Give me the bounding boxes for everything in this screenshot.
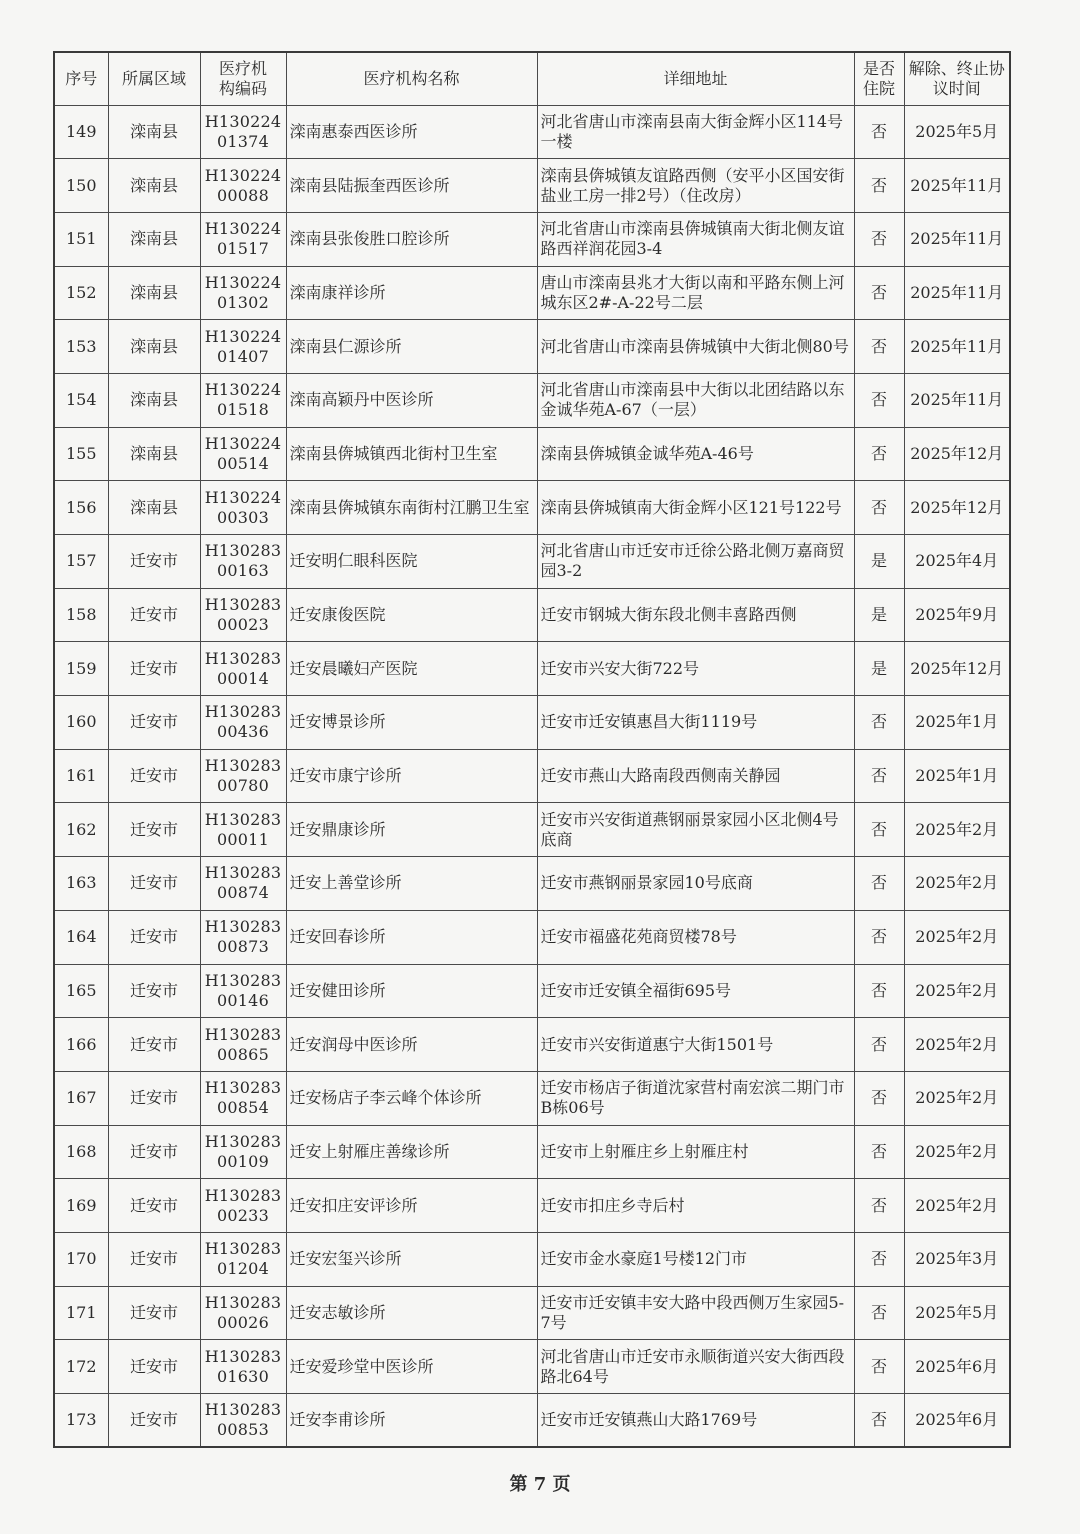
row-region: 迁安市	[108, 1018, 200, 1072]
row-code: H13022400303	[200, 481, 286, 535]
row-inpatient: 否	[854, 1340, 904, 1394]
table-row	[54, 1071, 1010, 1125]
row-no: 159	[54, 642, 108, 696]
row-terminate-date: 2025年11月	[904, 373, 1010, 427]
row-name: 滦南县倴城镇东南街村江鹏卫生室	[286, 481, 537, 535]
header-inpatient: 是否住院	[854, 52, 904, 105]
row-region: 滦南县	[108, 266, 200, 320]
row-address: 河北省唐山市滦南县倴城镇南大街北侧友谊路西祥润花园3-4	[537, 212, 854, 266]
row-code: H13028300854	[200, 1071, 286, 1125]
row-code: H13028300014	[200, 642, 286, 696]
row-name: 滦南县张俊胜口腔诊所	[286, 212, 537, 266]
table-header-row	[54, 52, 1010, 105]
table-row	[54, 803, 1010, 857]
row-no: 149	[54, 105, 108, 159]
row-terminate-date: 2025年2月	[904, 1125, 1010, 1179]
row-address: 迁安市钢城大街东段北侧丰喜路西侧	[537, 588, 854, 642]
row-terminate-date: 2025年2月	[904, 857, 1010, 911]
row-region: 迁安市	[108, 910, 200, 964]
table-row	[54, 105, 1010, 159]
row-inpatient: 否	[854, 910, 904, 964]
row-code: H13022401407	[200, 320, 286, 374]
row-no: 163	[54, 857, 108, 911]
row-no: 153	[54, 320, 108, 374]
row-no: 170	[54, 1232, 108, 1286]
row-inpatient: 否	[854, 1232, 904, 1286]
row-terminate-date: 2025年2月	[904, 1179, 1010, 1233]
row-code: H13028300780	[200, 749, 286, 803]
row-inpatient: 否	[854, 803, 904, 857]
row-address: 滦南县倴城镇南大街金辉小区121号122号	[537, 481, 854, 535]
row-no: 162	[54, 803, 108, 857]
table-row	[54, 696, 1010, 750]
table-row	[54, 1125, 1010, 1179]
row-address: 唐山市滦南县兆才大街以南和平路东侧上河城东区2#-A-22号二层	[537, 266, 854, 320]
row-no: 157	[54, 535, 108, 589]
row-code: H13022401302	[200, 266, 286, 320]
row-region: 迁安市	[108, 535, 200, 589]
row-no: 151	[54, 212, 108, 266]
row-code: H13028300023	[200, 588, 286, 642]
row-region: 迁安市	[108, 588, 200, 642]
row-address: 滦南县倴城镇金诚华苑A-46号	[537, 427, 854, 481]
row-region: 迁安市	[108, 696, 200, 750]
row-terminate-date: 2025年5月	[904, 105, 1010, 159]
row-name: 滦南县倴城镇西北街村卫生室	[286, 427, 537, 481]
row-address: 迁安市燕钢丽景家园10号底商	[537, 857, 854, 911]
row-region: 滦南县	[108, 105, 200, 159]
table-row	[54, 588, 1010, 642]
row-name: 滦南高颖丹中医诊所	[286, 373, 537, 427]
row-no: 166	[54, 1018, 108, 1072]
table-row	[54, 1340, 1010, 1394]
row-code: H13028300853	[200, 1394, 286, 1448]
row-code: H13028301204	[200, 1232, 286, 1286]
table-row	[54, 857, 1010, 911]
row-inpatient: 否	[854, 1125, 904, 1179]
row-inpatient: 是	[854, 535, 904, 589]
table-row	[54, 212, 1010, 266]
institution-table	[53, 51, 1011, 1448]
row-code: H13028300233	[200, 1179, 286, 1233]
row-inpatient: 否	[854, 1179, 904, 1233]
row-terminate-date: 2025年2月	[904, 803, 1010, 857]
row-no: 152	[54, 266, 108, 320]
header-terminate-date: 解除、终止协议时间	[904, 52, 1010, 105]
row-name: 迁安博景诊所	[286, 696, 537, 750]
table-body	[54, 105, 1010, 1447]
row-no: 165	[54, 964, 108, 1018]
row-region: 滦南县	[108, 427, 200, 481]
row-name: 滦南惠泰西医诊所	[286, 105, 537, 159]
row-name: 迁安宏玺兴诊所	[286, 1232, 537, 1286]
row-no: 168	[54, 1125, 108, 1179]
row-code: H13028300146	[200, 964, 286, 1018]
row-name: 迁安明仁眼科医院	[286, 535, 537, 589]
header-name: 医疗机构名称	[286, 52, 537, 105]
row-inpatient: 否	[854, 964, 904, 1018]
row-terminate-date: 2025年2月	[904, 1071, 1010, 1125]
table-row	[54, 535, 1010, 589]
row-inpatient: 否	[854, 427, 904, 481]
row-name: 滦南县仁源诊所	[286, 320, 537, 374]
row-address: 迁安市扣庄乡寺后村	[537, 1179, 854, 1233]
row-region: 迁安市	[108, 1071, 200, 1125]
row-code: H13028300109	[200, 1125, 286, 1179]
row-region: 迁安市	[108, 1286, 200, 1340]
row-address: 迁安市兴安街道燕钢丽景家园小区北侧4号底商	[537, 803, 854, 857]
header-no: 序号	[54, 52, 108, 105]
row-inpatient: 否	[854, 749, 904, 803]
row-inpatient: 否	[854, 159, 904, 213]
row-name: 滦南康祥诊所	[286, 266, 537, 320]
row-terminate-date: 2025年6月	[904, 1394, 1010, 1448]
row-address: 河北省唐山市滦南县南大街金辉小区114号一楼	[537, 105, 854, 159]
header-address: 详细地址	[537, 52, 854, 105]
row-terminate-date: 2025年11月	[904, 212, 1010, 266]
row-name: 迁安扣庄安评诊所	[286, 1179, 537, 1233]
row-no: 154	[54, 373, 108, 427]
header-region: 所属区域	[108, 52, 200, 105]
row-region: 迁安市	[108, 1125, 200, 1179]
row-inpatient: 否	[854, 105, 904, 159]
row-no: 173	[54, 1394, 108, 1448]
row-inpatient: 否	[854, 1071, 904, 1125]
row-code: H13022400088	[200, 159, 286, 213]
row-address: 迁安市燕山大路南段西侧南关静园	[537, 749, 854, 803]
row-code: H13028300163	[200, 535, 286, 589]
row-terminate-date: 2025年11月	[904, 159, 1010, 213]
table-row	[54, 964, 1010, 1018]
row-terminate-date: 2025年3月	[904, 1232, 1010, 1286]
row-inpatient: 否	[854, 212, 904, 266]
row-inpatient: 否	[854, 857, 904, 911]
row-no: 164	[54, 910, 108, 964]
row-address: 迁安市福盛花苑商贸楼78号	[537, 910, 854, 964]
row-address: 河北省唐山市滦南县中大街以北团结路以东金诚华苑A-67（一层）	[537, 373, 854, 427]
row-region: 滦南县	[108, 373, 200, 427]
row-no: 158	[54, 588, 108, 642]
row-region: 迁安市	[108, 749, 200, 803]
row-inpatient: 否	[854, 696, 904, 750]
row-inpatient: 否	[854, 1394, 904, 1448]
row-inpatient: 否	[854, 320, 904, 374]
row-no: 172	[54, 1340, 108, 1394]
row-name: 迁安上善堂诊所	[286, 857, 537, 911]
table-row	[54, 1394, 1010, 1448]
row-address: 迁安市金水豪庭1号楼12门市	[537, 1232, 854, 1286]
row-region: 迁安市	[108, 642, 200, 696]
row-terminate-date: 2025年5月	[904, 1286, 1010, 1340]
row-name: 迁安市康宁诊所	[286, 749, 537, 803]
row-no: 150	[54, 159, 108, 213]
row-region: 滦南县	[108, 481, 200, 535]
table-row	[54, 1232, 1010, 1286]
table-row	[54, 373, 1010, 427]
row-terminate-date: 2025年2月	[904, 1018, 1010, 1072]
table-row	[54, 427, 1010, 481]
table-row	[54, 159, 1010, 213]
row-terminate-date: 2025年11月	[904, 266, 1010, 320]
row-region: 滦南县	[108, 159, 200, 213]
row-code: H13022401518	[200, 373, 286, 427]
row-inpatient: 否	[854, 266, 904, 320]
row-terminate-date: 2025年2月	[904, 964, 1010, 1018]
table-row	[54, 1018, 1010, 1072]
row-name: 迁安回春诊所	[286, 910, 537, 964]
row-code: H13022400514	[200, 427, 286, 481]
table-row	[54, 1179, 1010, 1233]
row-name: 迁安健田诊所	[286, 964, 537, 1018]
row-region: 迁安市	[108, 964, 200, 1018]
row-terminate-date: 2025年1月	[904, 696, 1010, 750]
row-name: 迁安上射雁庄善缘诊所	[286, 1125, 537, 1179]
row-terminate-date: 2025年12月	[904, 481, 1010, 535]
row-inpatient: 是	[854, 642, 904, 696]
row-inpatient: 否	[854, 373, 904, 427]
row-no: 169	[54, 1179, 108, 1233]
row-region: 迁安市	[108, 1179, 200, 1233]
page-number: 第 7 页	[509, 1474, 571, 1495]
row-inpatient: 否	[854, 1286, 904, 1340]
row-region: 迁安市	[108, 803, 200, 857]
row-region: 迁安市	[108, 1394, 200, 1448]
row-code: H13028300026	[200, 1286, 286, 1340]
table-row	[54, 266, 1010, 320]
row-address: 迁安市兴安街道惠宁大街1501号	[537, 1018, 854, 1072]
row-code: H13028300436	[200, 696, 286, 750]
row-address: 迁安市上射雁庄乡上射雁庄村	[537, 1125, 854, 1179]
row-code: H13028301630	[200, 1340, 286, 1394]
row-name: 迁安杨店子李云峰个体诊所	[286, 1071, 537, 1125]
row-code: H13028300873	[200, 910, 286, 964]
table-row	[54, 481, 1010, 535]
row-region: 滦南县	[108, 320, 200, 374]
row-address: 迁安市迁安镇燕山大路1769号	[537, 1394, 854, 1448]
row-name: 迁安晨曦妇产医院	[286, 642, 537, 696]
row-region: 迁安市	[108, 1232, 200, 1286]
table-row	[54, 910, 1010, 964]
row-terminate-date: 2025年11月	[904, 320, 1010, 374]
row-address: 迁安市兴安大街722号	[537, 642, 854, 696]
row-region: 迁安市	[108, 1340, 200, 1394]
table-row	[54, 749, 1010, 803]
row-terminate-date: 2025年1月	[904, 749, 1010, 803]
table-row	[54, 642, 1010, 696]
row-address: 滦南县倴城镇友谊路西侧（安平小区国安街盐业工房一排2号）（住改房）	[537, 159, 854, 213]
row-no: 171	[54, 1286, 108, 1340]
row-region: 滦南县	[108, 212, 200, 266]
row-address: 迁安市迁安镇丰安大路中段西侧万生家园5-7号	[537, 1286, 854, 1340]
row-name: 迁安李甫诊所	[286, 1394, 537, 1448]
row-terminate-date: 2025年4月	[904, 535, 1010, 589]
row-no: 156	[54, 481, 108, 535]
table-row	[54, 320, 1010, 374]
row-terminate-date: 2025年12月	[904, 642, 1010, 696]
row-code: H13028300874	[200, 857, 286, 911]
row-inpatient: 是	[854, 588, 904, 642]
row-no: 161	[54, 749, 108, 803]
row-address: 迁安市迁安镇全福街695号	[537, 964, 854, 1018]
row-inpatient: 否	[854, 1018, 904, 1072]
table-row	[54, 1286, 1010, 1340]
row-code: H13028300865	[200, 1018, 286, 1072]
row-name: 迁安康俊医院	[286, 588, 537, 642]
row-address: 河北省唐山市迁安市迁徐公路北侧万嘉商贸园3-2	[537, 535, 854, 589]
row-name: 滦南县陆振奎西医诊所	[286, 159, 537, 213]
row-code: H13022401374	[200, 105, 286, 159]
row-address: 河北省唐山市滦南县倴城镇中大街北侧80号	[537, 320, 854, 374]
row-terminate-date: 2025年12月	[904, 427, 1010, 481]
row-terminate-date: 2025年9月	[904, 588, 1010, 642]
row-address: 迁安市杨店子街道沈家营村南宏滨二期门市B栋06号	[537, 1071, 854, 1125]
row-no: 155	[54, 427, 108, 481]
row-name: 迁安润母中医诊所	[286, 1018, 537, 1072]
row-code: H13028300011	[200, 803, 286, 857]
row-inpatient: 否	[854, 481, 904, 535]
row-address: 河北省唐山市迁安市永顺街道兴安大街西段路北64号	[537, 1340, 854, 1394]
header-code: 医疗机构编码	[200, 52, 286, 105]
row-address: 迁安市迁安镇惠昌大街1119号	[537, 696, 854, 750]
row-code: H13022401517	[200, 212, 286, 266]
row-name: 迁安鼎康诊所	[286, 803, 537, 857]
row-no: 160	[54, 696, 108, 750]
row-no: 167	[54, 1071, 108, 1125]
row-terminate-date: 2025年2月	[904, 910, 1010, 964]
row-region: 迁安市	[108, 857, 200, 911]
row-terminate-date: 2025年6月	[904, 1340, 1010, 1394]
row-name: 迁安志敏诊所	[286, 1286, 537, 1340]
row-name: 迁安爱珍堂中医诊所	[286, 1340, 537, 1394]
